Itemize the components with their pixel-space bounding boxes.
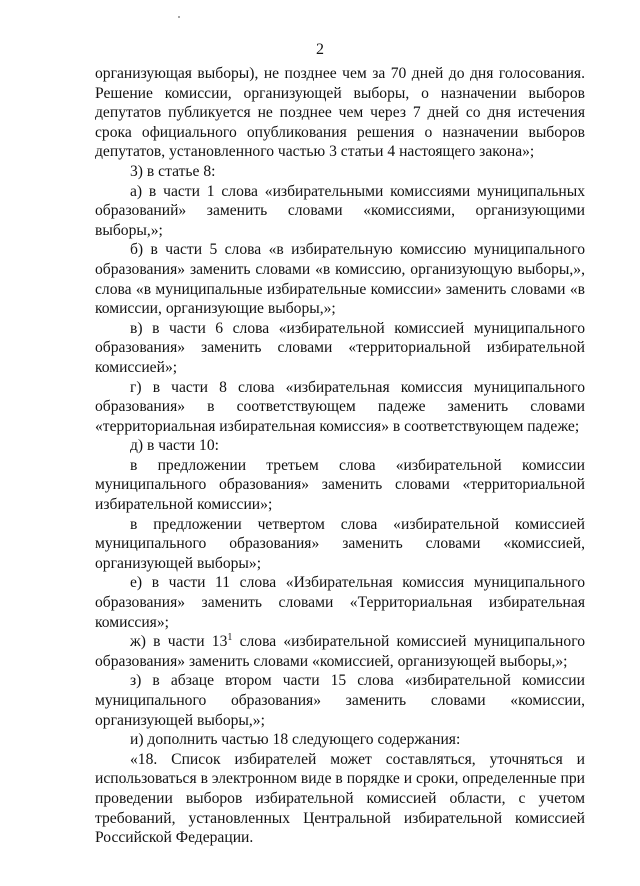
superscript-index: 1	[227, 632, 233, 644]
paragraph-item-g: г) в части 8 слова «избирательная комиссия муниципального образования» в соответствующем падеже заменить словами «территориальная избирательная комиссия» в соответствующем падеже;	[95, 378, 585, 435]
paragraph-item-v: в) в части 6 слова «избирательной комиссией муниципального образования» заменить словами «территориальной избирательной комиссией»;	[95, 319, 585, 376]
paragraph-item-zh	[95, 632, 585, 671]
paragraph-item-zh-after: слова «избирательной комиссией муниципального образования» заменить словами «комиссией, организующей выборы,»;	[95, 633, 585, 670]
paragraph-sentence-four: в предложении четвертом слова «избирательной комиссией муниципального образования» заменить словами «комиссией, организующей выборы»;	[95, 515, 585, 572]
paragraph-item-d: д) в части 10:	[130, 437, 219, 455]
page-number: 2	[316, 41, 324, 58]
paragraph-item-z: з) в абзаце втором части 15 слова «избирательной комиссии муниципального образования» заменить словами «комиссии, организующей выборы,»;	[95, 672, 585, 729]
paragraph-item-zh-before: ж) в части 13	[130, 633, 228, 651]
paragraph-item-b: б) в части 5 слова «в избирательную комиссию муниципального образования» заменить словами «в комиссию, организующую выборы,», слова «в муниципальные избирательные комиссии» заменить словами «в комиссии, организующие выборы,»;	[95, 241, 585, 318]
paragraph-part-18: «18. Список избирателей может составляться, уточняться и использоваться в электронном виде в порядке и сроки, определенные при проведении выборов избирательной комиссией области, с учетом требований, установленных Центральной избирательной комиссией Российской Федерации.	[95, 750, 585, 847]
paragraph-sentence-three: в предложении третьем слова «избирательной комиссии муниципального образования» заменить словами «территориальной избирательной комиссии»;	[95, 456, 585, 514]
paragraph-item-i: и) дополнить частью 18 следующего содержания:	[130, 731, 461, 749]
paragraph-item-e: е) в части 11 слова «Избирательная комиссия муниципального образования» заменить словами «Территориальная избирательная комиссия»;	[95, 574, 585, 631]
paragraph-item-a: а) в части 1 слова «избирательными комиссиями муниципальных образований» заменить словами «комиссиями, организующими выборы,»;	[95, 182, 585, 239]
paragraph-continuation: организующая выборы), не позднее чем за 70 дней до дня голосования. Решение комиссии, организующей выборы, о назначении выборов депутатов публикуется не позднее чем через 7 дней со дня истечения срока официального опубликования решения о назначении выборов депутатов, установленного частью 3 статьи 4 настоящего закона»;	[95, 65, 585, 161]
scan-speck	[178, 16, 180, 18]
body-text	[95, 64, 585, 848]
paragraph-item-3: 3) в статье 8:	[130, 162, 216, 180]
